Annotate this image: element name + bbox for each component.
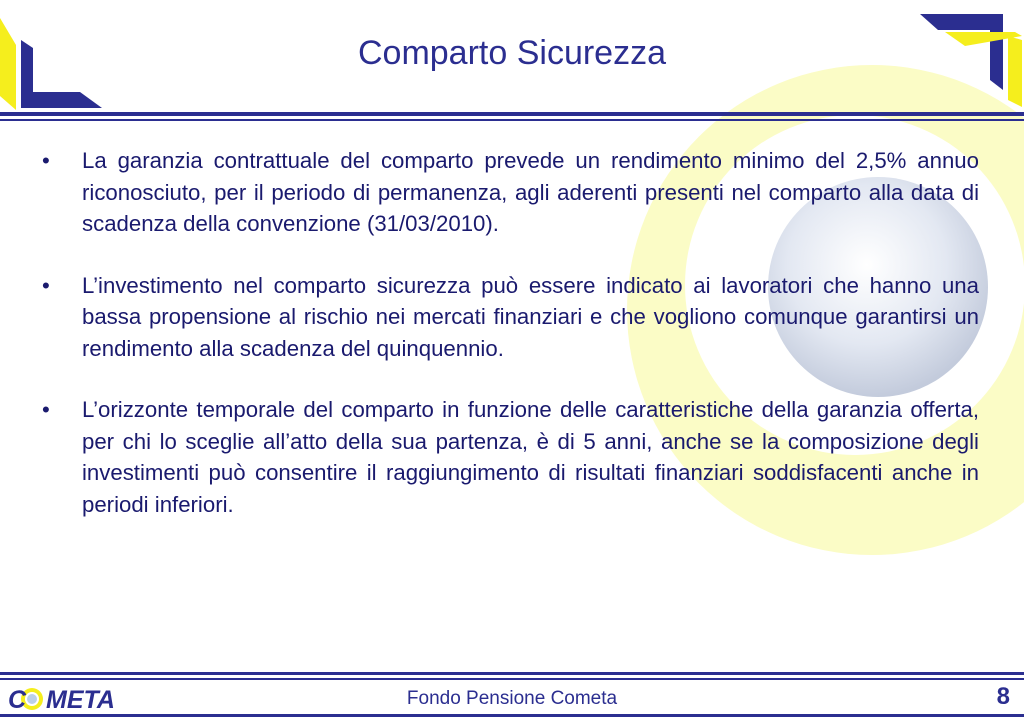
bullet-text: La garanzia contrattuale del comparto prevede un rendimento minimo del 2,5% annuo riconosciuto, per il periodo di permanenza, agli aderenti presenti nel comparto alla data di scadenza della convenzione (31/03/2010).: [82, 148, 979, 236]
svg-text:C: C: [8, 686, 27, 714]
bullet-item: [42, 270, 979, 365]
header-rule: [0, 112, 1024, 116]
bullet-text: L’investimento nel comparto sicurezza può essere indicato ai lavoratori che hanno una bassa propensione al rischio nei mercati finanziari e che vogliono comunque garantirsi un rendimento alla scadenza del quinquennio.: [82, 272, 979, 361]
bullet-dot-icon: •: [42, 397, 50, 422]
bullet-list: [42, 145, 979, 550]
bullet-dot-icon: •: [42, 272, 50, 298]
page-number: 8: [996, 683, 1010, 710]
bullet-item: [42, 145, 979, 240]
bullet-dot-icon: •: [42, 148, 50, 173]
footer-label: Fondo Pensione Cometa: [406, 688, 618, 709]
footer-rule: [0, 672, 1024, 675]
bullet-item: [42, 394, 979, 520]
bullet-text: L’orizzonte temporale del comparto in funzione delle caratteristiche della garanzia offerta, per chi lo sceglie all’atto della sua partenza, è di 5 anni, anche se la composizione degli investimenti può consentire il raggiungimento di risultati finanziari soddisfacenti anche in periodi inferiori.: [82, 397, 979, 517]
svg-text:META: META: [46, 686, 115, 714]
slide-title: Comparto Sicurezza: [357, 34, 666, 72]
